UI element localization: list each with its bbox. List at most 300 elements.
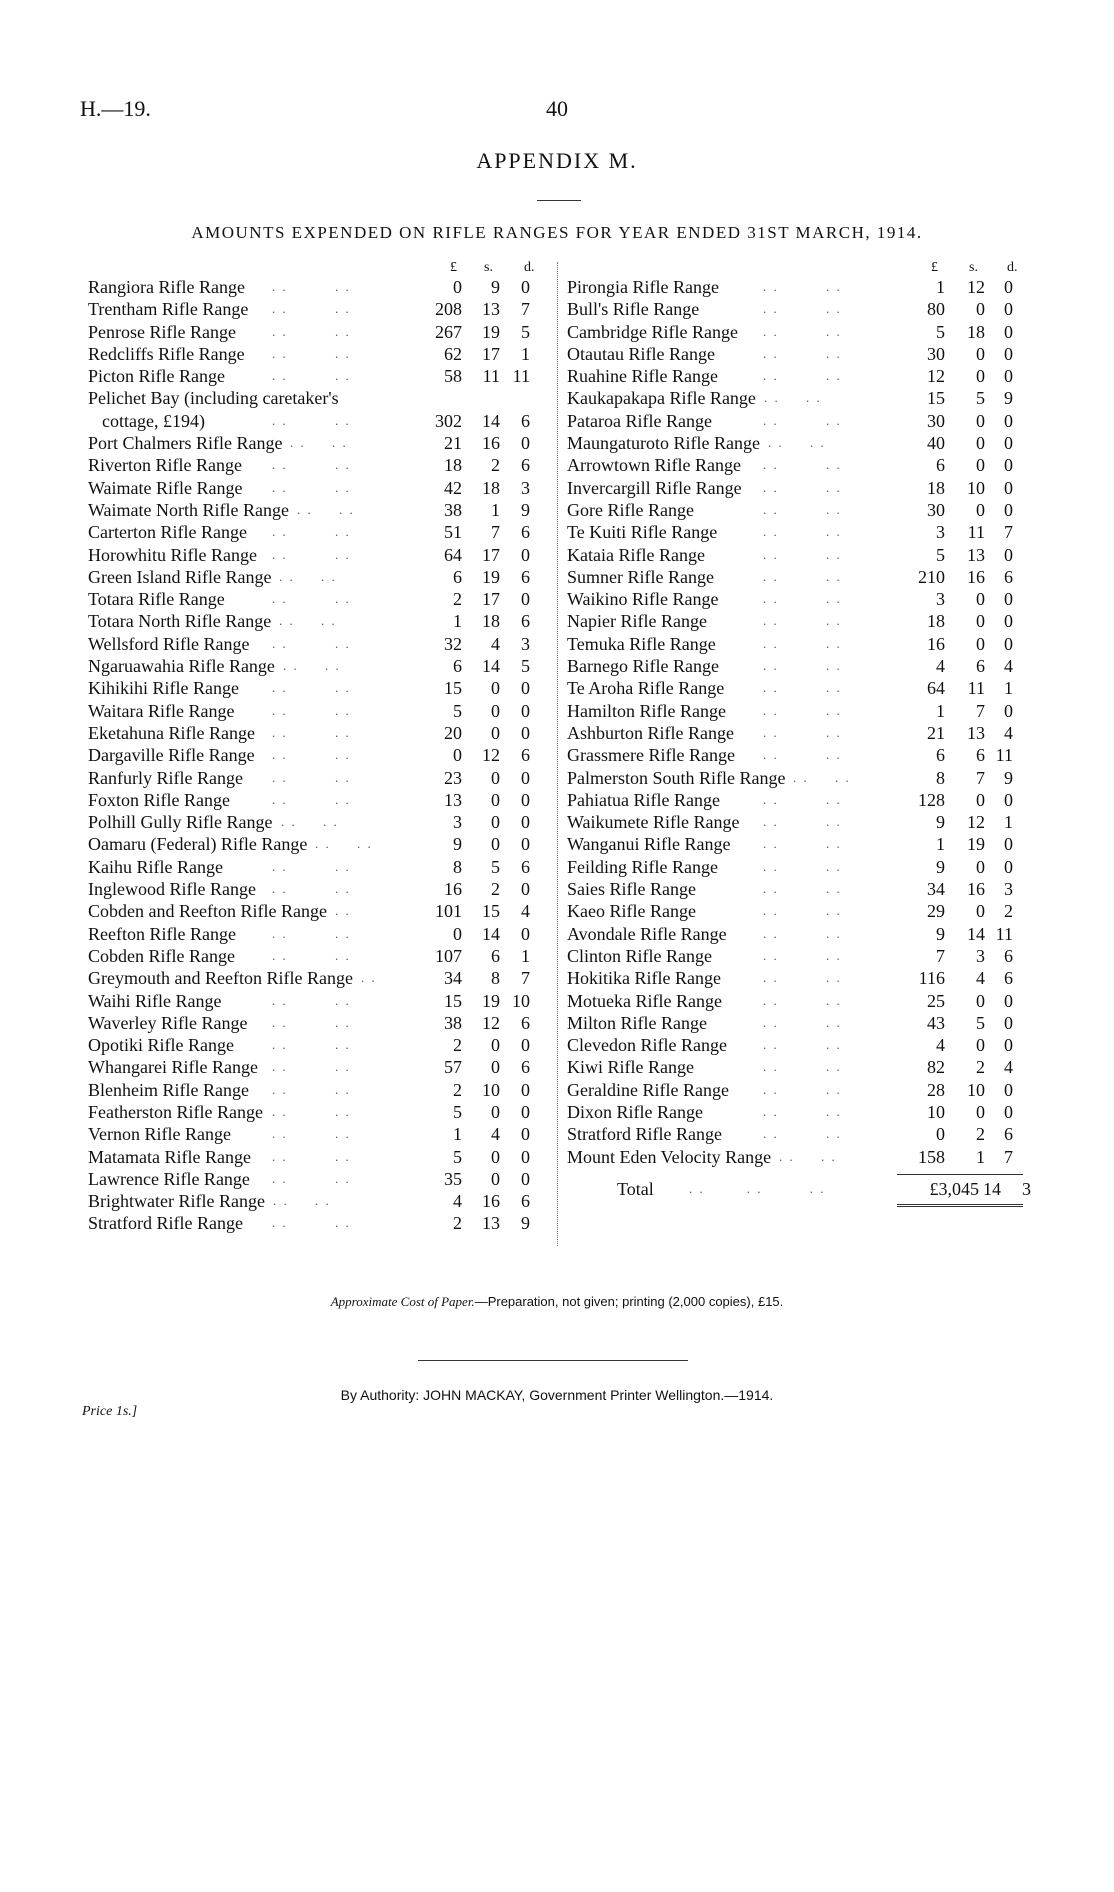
amount-pence: 6 xyxy=(521,745,530,766)
leader-dots: . . . . xyxy=(793,769,851,785)
amount-pounds: 28 xyxy=(927,1079,945,1100)
range-name: Rangiora Rifle Range xyxy=(88,277,245,297)
amount-shillings: 0 xyxy=(491,1035,500,1056)
leader-dots: . . . . xyxy=(768,435,826,451)
amount-shillings: 6 xyxy=(976,656,985,677)
range-name: Stratford Rifle Range xyxy=(88,1213,243,1234)
range-name: Clevedon Rifle Range xyxy=(567,1035,727,1056)
amount-pence: 0 xyxy=(521,1101,530,1122)
amount-pence: 0 xyxy=(1004,834,1013,855)
amount-pounds: 21 xyxy=(927,722,945,743)
amount-shillings: 0 xyxy=(976,990,985,1011)
leader-dots: . . . . xyxy=(272,680,351,696)
amount-pence: 6 xyxy=(521,455,530,476)
table-row xyxy=(88,298,550,320)
table-row xyxy=(567,923,1031,945)
table-row xyxy=(88,566,550,588)
amount-pounds: 4 xyxy=(936,1035,945,1056)
cost-note xyxy=(0,1294,1114,1310)
range-name: Pataroa Rifle Range xyxy=(567,410,712,431)
amount-pence: 0 xyxy=(521,277,530,297)
amount-shillings: 0 xyxy=(491,1146,500,1167)
amount-pounds: 6 xyxy=(453,656,462,677)
amount-pence: 0 xyxy=(521,1168,530,1189)
amount-pence: 0 xyxy=(521,1035,530,1056)
range-name: Kaeo Rifle Range xyxy=(567,901,696,922)
range-name: Temuka Rifle Range xyxy=(567,633,716,654)
amount-pence: 6 xyxy=(521,1012,530,1033)
amount-shillings: 19 xyxy=(482,990,500,1011)
amount-shillings: 17 xyxy=(482,544,500,565)
amount-shillings: 19 xyxy=(967,834,985,855)
amount-pence: 0 xyxy=(1004,589,1013,610)
range-name: Kiwi Rifle Range xyxy=(567,1057,694,1078)
leader-dots: . . . . xyxy=(763,345,842,361)
amount-pounds: 30 xyxy=(927,410,945,431)
amount-shillings: 0 xyxy=(976,433,985,454)
amount-pounds: 18 xyxy=(927,611,945,632)
amount-pence: 1 xyxy=(521,945,530,966)
amount-pence: 3 xyxy=(1004,879,1013,900)
amount-pence: 9 xyxy=(1004,388,1013,409)
leader-dots: . . . . xyxy=(272,591,351,607)
range-name: Inglewood Rifle Range xyxy=(88,879,256,900)
amount-pence: 0 xyxy=(521,879,530,900)
amount-pence: 0 xyxy=(1004,1079,1013,1100)
amount-shillings: 4 xyxy=(976,968,985,989)
leader-dots: . . . . xyxy=(763,881,842,897)
table-row xyxy=(567,945,1031,967)
table-row xyxy=(88,990,550,1012)
amount-pence: 6 xyxy=(521,522,530,543)
amount-pounds: 43 xyxy=(927,1012,945,1033)
amount-shillings: 5 xyxy=(976,388,985,409)
range-name: Gore Rifle Range xyxy=(567,499,694,520)
range-name: Hamilton Rifle Range xyxy=(567,700,726,721)
table-row xyxy=(88,499,550,521)
range-name: Totara North Rifle Range xyxy=(88,611,272,632)
amount-pence: 9 xyxy=(521,1213,530,1234)
leader-dots: . . . . xyxy=(763,1059,842,1075)
amount-shillings: 18 xyxy=(967,321,985,342)
amount-pence: 1 xyxy=(521,343,530,364)
table-row xyxy=(567,900,1031,922)
range-name: Cobden and Reefton Rifle Range xyxy=(88,901,327,922)
amount-pence: 3 xyxy=(521,477,530,498)
amount-pounds: 3 xyxy=(453,812,462,833)
amount-pounds: 15 xyxy=(927,388,945,409)
range-name: Ngaruawahia Rifle Range xyxy=(88,656,275,677)
total-row xyxy=(567,1178,1031,1200)
amount-pounds: 0 xyxy=(453,277,462,297)
amount-shillings: 15 xyxy=(482,901,500,922)
shillings-unit: s. xyxy=(969,260,978,275)
leader-dots: . . . . xyxy=(272,323,351,339)
range-name: Riverton Rifle Range xyxy=(88,455,242,476)
amount-shillings: 0 xyxy=(976,410,985,431)
range-name: Totara Rifle Range xyxy=(88,589,225,610)
table-row xyxy=(567,544,1031,566)
table-row xyxy=(88,276,550,298)
table-row xyxy=(88,700,550,722)
amount-pounds: 8 xyxy=(936,767,945,788)
amount-pence: 0 xyxy=(1004,1035,1013,1056)
amount-shillings: 8 xyxy=(491,968,500,989)
amount-pounds: 38 xyxy=(444,1012,462,1033)
amount-pounds: 128 xyxy=(918,789,945,810)
amount-pence: 11 xyxy=(995,923,1013,944)
range-name: Geraldine Rifle Range xyxy=(567,1079,729,1100)
amount-shillings: 7 xyxy=(976,700,985,721)
amount-pence: 0 xyxy=(1004,455,1013,476)
amount-pence: 0 xyxy=(521,722,530,743)
amount-shillings: 12 xyxy=(482,745,500,766)
table-row xyxy=(567,1079,1031,1101)
amount-pounds: 30 xyxy=(927,499,945,520)
amount-shillings: 0 xyxy=(976,455,985,476)
table-row xyxy=(567,410,1031,432)
amount-shillings: 13 xyxy=(967,544,985,565)
amount-pounds: 2 xyxy=(453,1035,462,1056)
vertical-column-divider xyxy=(557,262,558,1246)
table-row xyxy=(567,566,1031,588)
table-row xyxy=(88,1146,550,1168)
leader-dots: . . . . xyxy=(763,1103,842,1119)
table-row xyxy=(88,878,550,900)
table-row xyxy=(88,1190,550,1212)
amount-pence: 6 xyxy=(1004,566,1013,587)
range-name: Waitara Rifle Range xyxy=(88,700,235,721)
doc-reference: H.—19. xyxy=(80,96,151,121)
leader-dots: . . . . xyxy=(272,345,351,361)
title-divider xyxy=(537,200,581,201)
amount-shillings: 12 xyxy=(967,277,985,297)
leader-dots: . . . . xyxy=(763,702,842,718)
amount-pence: 0 xyxy=(1004,321,1013,342)
table-row xyxy=(567,343,1031,365)
amount-pounds: 20 xyxy=(444,722,462,743)
leader-dots: . . . . xyxy=(290,435,348,451)
leader-dots: . . . . xyxy=(273,1193,331,1209)
range-name: Lawrence Rifle Range xyxy=(88,1168,250,1189)
range-name: Avondale Rifle Range xyxy=(567,923,727,944)
amount-shillings: 9 xyxy=(491,277,500,297)
amount-pounds: 23 xyxy=(444,767,462,788)
range-name: Blenheim Rifle Range xyxy=(88,1079,249,1100)
amount-pounds: 15 xyxy=(444,990,462,1011)
amount-shillings: 0 xyxy=(976,499,985,520)
range-name: Cobden Rifle Range xyxy=(88,945,235,966)
table-row xyxy=(567,856,1031,878)
range-name: Pahiatua Rifle Range xyxy=(567,789,720,810)
amount-pounds: 158 xyxy=(918,1146,945,1167)
amount-pounds: 2 xyxy=(453,1079,462,1100)
amount-pounds: 1 xyxy=(936,834,945,855)
leader-dots: . . . . xyxy=(763,747,842,763)
table-row xyxy=(567,878,1031,900)
amount-shillings: 19 xyxy=(482,321,500,342)
table-row xyxy=(567,677,1031,699)
range-name: Matamata Rifle Range xyxy=(88,1146,251,1167)
amount-pounds: 9 xyxy=(453,834,462,855)
amount-pence: 2 xyxy=(1004,901,1013,922)
amount-pence: 6 xyxy=(1004,945,1013,966)
amount-shillings: 16 xyxy=(967,566,985,587)
amount-pounds: 64 xyxy=(444,544,462,565)
amount-pence: 3 xyxy=(521,633,530,654)
range-name: Penrose Rifle Range xyxy=(88,321,236,342)
table-row xyxy=(567,276,1031,298)
table-row xyxy=(88,1123,550,1145)
leader-dots: . . . . xyxy=(763,279,842,294)
table-row xyxy=(567,767,1031,789)
leader-dots: . . . . xyxy=(315,836,373,852)
authority-line: By Authority: JOHN MACKAY, Government Printer Wellington.—1914. xyxy=(340,1387,774,1403)
table-row xyxy=(88,454,550,476)
appendix-title: APPENDIX M. xyxy=(476,148,638,173)
leader-dots: . . . . xyxy=(763,724,842,740)
amount-shillings: 14 xyxy=(967,923,985,944)
amount-shillings: 4 xyxy=(491,1124,500,1145)
table-row xyxy=(88,767,550,789)
amount-shillings: 16 xyxy=(482,1191,500,1212)
units-header xyxy=(88,256,550,276)
amount-shillings: 17 xyxy=(482,589,500,610)
amount-pounds: 302 xyxy=(435,410,462,431)
amount-shillings: 0 xyxy=(491,834,500,855)
amount-pence: 4 xyxy=(1004,656,1013,677)
leader-dots: . . . . xyxy=(272,947,351,963)
amount-pence: 0 xyxy=(521,767,530,788)
range-name: Pirongia Rifle Range xyxy=(567,277,719,297)
leader-dots: . . . . xyxy=(763,568,842,584)
total-rule-top xyxy=(897,1174,1023,1175)
amount-shillings: 1 xyxy=(976,1146,985,1167)
leader-dots: . . . . xyxy=(272,1103,351,1119)
amount-shillings: 0 xyxy=(976,633,985,654)
amount-shillings: 18 xyxy=(482,477,500,498)
table-row xyxy=(567,521,1031,543)
amount-pence: 0 xyxy=(1004,299,1013,320)
range-name: Waimate North Rifle Range xyxy=(88,499,289,520)
pence-unit: d. xyxy=(1007,260,1018,275)
range-name: Opotiki Rifle Range xyxy=(88,1035,234,1056)
cost-note-text: —Preparation, not given; printing (2,000 copies), £15. xyxy=(474,1294,784,1309)
leader-dots: . . . . xyxy=(763,925,842,941)
amount-pounds: 6 xyxy=(453,566,462,587)
leader-dots: . . . . xyxy=(272,724,351,740)
amount-pence: 4 xyxy=(521,901,530,922)
table-row xyxy=(567,1101,1031,1123)
range-name: Grassmere Rifle Range xyxy=(567,745,735,766)
total-rule-bottom xyxy=(897,1204,1023,1209)
amount-pounds: 80 xyxy=(927,299,945,320)
amount-pounds: 0 xyxy=(453,745,462,766)
table-row xyxy=(567,321,1031,343)
leader-dots: . . . . xyxy=(297,501,355,517)
range-name: Cambridge Rifle Range xyxy=(567,321,738,342)
amount-pence: 0 xyxy=(521,1124,530,1145)
range-name: Maungaturoto Rifle Range xyxy=(567,433,760,454)
amount-pence: 6 xyxy=(521,410,530,431)
table-row xyxy=(88,1168,550,1190)
amount-pence: 6 xyxy=(1004,1124,1013,1145)
amount-pence: 0 xyxy=(521,789,530,810)
amount-shillings: 2 xyxy=(491,879,500,900)
table-row xyxy=(88,655,550,677)
table-row xyxy=(88,1056,550,1078)
table-row xyxy=(567,1056,1031,1078)
amount-pence: 1 xyxy=(1004,678,1013,699)
amount-shillings: 0 xyxy=(491,1101,500,1122)
range-name: Clinton Rifle Range xyxy=(567,945,712,966)
amount-pence: 5 xyxy=(521,656,530,677)
amount-shillings: 13 xyxy=(482,1213,500,1234)
amount-pounds: 16 xyxy=(927,633,945,654)
leader-dots: . . . . xyxy=(763,479,842,495)
table-row xyxy=(567,499,1031,521)
leader-dots: . . . . xyxy=(763,501,842,517)
range-name: Ranfurly Rifle Range xyxy=(88,767,243,788)
amount-pounds: 18 xyxy=(927,477,945,498)
amount-pence: 0 xyxy=(1004,433,1013,454)
table-row xyxy=(567,633,1031,655)
leader-dots: . . . . xyxy=(272,1148,351,1164)
leader-dots: . . . . xyxy=(272,702,351,718)
amount-shillings: 0 xyxy=(976,343,985,364)
table-row xyxy=(88,900,550,922)
amount-shillings: 14 xyxy=(482,410,500,431)
leader-dots: . . . . xyxy=(763,546,842,562)
amount-pounds: 1 xyxy=(453,611,462,632)
table-row xyxy=(88,365,550,387)
table-row xyxy=(567,811,1031,833)
amount-shillings: 0 xyxy=(491,1168,500,1189)
amount-pence: 7 xyxy=(1004,522,1013,543)
leader-dots: . . . . xyxy=(272,769,351,785)
amount-pence: 0 xyxy=(1004,700,1013,721)
table-row xyxy=(88,722,550,744)
table-row xyxy=(88,610,550,632)
amount-pence: 0 xyxy=(1004,343,1013,364)
amount-pounds: 3 xyxy=(936,522,945,543)
amount-pounds: 210 xyxy=(918,566,945,587)
amount-pence: 0 xyxy=(521,923,530,944)
amount-shillings: 4 xyxy=(491,633,500,654)
amount-pence: 4 xyxy=(1004,722,1013,743)
amount-pounds: 64 xyxy=(927,678,945,699)
amount-pence: 0 xyxy=(521,1079,530,1100)
amount-pounds: 12 xyxy=(927,366,945,387)
amount-shillings: 10 xyxy=(967,477,985,498)
amount-pence: 0 xyxy=(1004,990,1013,1011)
amount-pence: 0 xyxy=(1004,410,1013,431)
amount-pounds: 58 xyxy=(444,366,462,387)
leader-dots: . . . . xyxy=(272,1014,351,1030)
amount-pence: 11 xyxy=(512,366,530,387)
leader-dots: . . . . xyxy=(272,881,351,897)
leader-dots: . . . . xyxy=(763,836,842,852)
amount-pence: 0 xyxy=(521,544,530,565)
leader-dots: . . . . xyxy=(272,992,351,1008)
range-name: Kataia Rifle Range xyxy=(567,544,705,565)
leader-dots: . . . . xyxy=(272,1170,351,1186)
table-row xyxy=(88,477,550,499)
amount-pounds: 6 xyxy=(936,745,945,766)
table-row xyxy=(88,967,550,989)
amount-pounds: 4 xyxy=(936,656,945,677)
amount-shillings: 5 xyxy=(976,1012,985,1033)
amount-pounds: 0 xyxy=(936,1124,945,1145)
range-name: Trentham Rifle Range xyxy=(88,299,249,320)
leader-dots: . . . . xyxy=(763,613,842,629)
table-row xyxy=(567,588,1031,610)
range-name: Reefton Rifle Range xyxy=(88,923,236,944)
amount-shillings: 0 xyxy=(976,789,985,810)
table-row xyxy=(88,1212,550,1234)
leader-dots: . . . . xyxy=(272,479,351,495)
amount-pounds: 29 xyxy=(927,901,945,922)
left-expenditure-column xyxy=(88,256,550,1235)
amount-shillings: 0 xyxy=(976,299,985,320)
amount-shillings: 0 xyxy=(976,589,985,610)
leader-dots: . . . . xyxy=(763,1014,842,1030)
leader-dots: . . . . xyxy=(272,1126,351,1142)
amount-shillings: 0 xyxy=(976,1101,985,1122)
range-name: Motueka Rifle Range xyxy=(567,990,722,1011)
leader-dots: . . . . xyxy=(763,524,842,540)
leader-dots: . . . . xyxy=(763,970,842,986)
table-row xyxy=(88,387,550,409)
shillings-unit: s. xyxy=(484,260,493,275)
amount-pence: 0 xyxy=(521,433,530,454)
amount-pounds: 2 xyxy=(453,589,462,610)
range-name: Wanganui Rifle Range xyxy=(567,834,731,855)
range-name: Green Island Rifle Range xyxy=(88,566,272,587)
amount-pence: 0 xyxy=(521,589,530,610)
amount-shillings: 5 xyxy=(491,856,500,877)
right-expenditure-column xyxy=(567,256,1031,1199)
leader-dots: . . . . xyxy=(763,1081,842,1097)
table-row xyxy=(88,1012,550,1034)
table-row xyxy=(567,477,1031,499)
table-row xyxy=(567,1123,1031,1145)
amount-pounds: 1 xyxy=(453,1124,462,1145)
amount-pounds: 13 xyxy=(444,789,462,810)
amount-pounds: 35 xyxy=(444,1168,462,1189)
range-name: Palmerston South Rifle Range xyxy=(567,767,786,788)
range-name: Carterton Rifle Range xyxy=(88,522,247,543)
table-row xyxy=(567,387,1031,409)
leader-dots: . . . . xyxy=(283,658,341,674)
range-name: Barnego Rifle Range xyxy=(567,656,719,677)
amount-shillings: 2 xyxy=(491,455,500,476)
amount-pounds: 15 xyxy=(444,678,462,699)
amount-pence: 0 xyxy=(521,1146,530,1167)
leader-dots: . . . . xyxy=(763,814,842,830)
leader-dots: . . . . xyxy=(763,992,842,1008)
amount-shillings: 6 xyxy=(491,945,500,966)
leader-dots: . . . . xyxy=(272,791,351,807)
range-name: Horowhitu Rifle Range xyxy=(88,544,257,565)
table-row xyxy=(88,321,550,343)
amount-pence: 0 xyxy=(1004,366,1013,387)
amount-shillings: 17 xyxy=(482,343,500,364)
leader-dots: . . . . xyxy=(763,412,842,428)
amount-pounds: 57 xyxy=(444,1057,462,1078)
amount-shillings: 0 xyxy=(491,767,500,788)
range-name: Foxton Rifle Range xyxy=(88,789,230,810)
